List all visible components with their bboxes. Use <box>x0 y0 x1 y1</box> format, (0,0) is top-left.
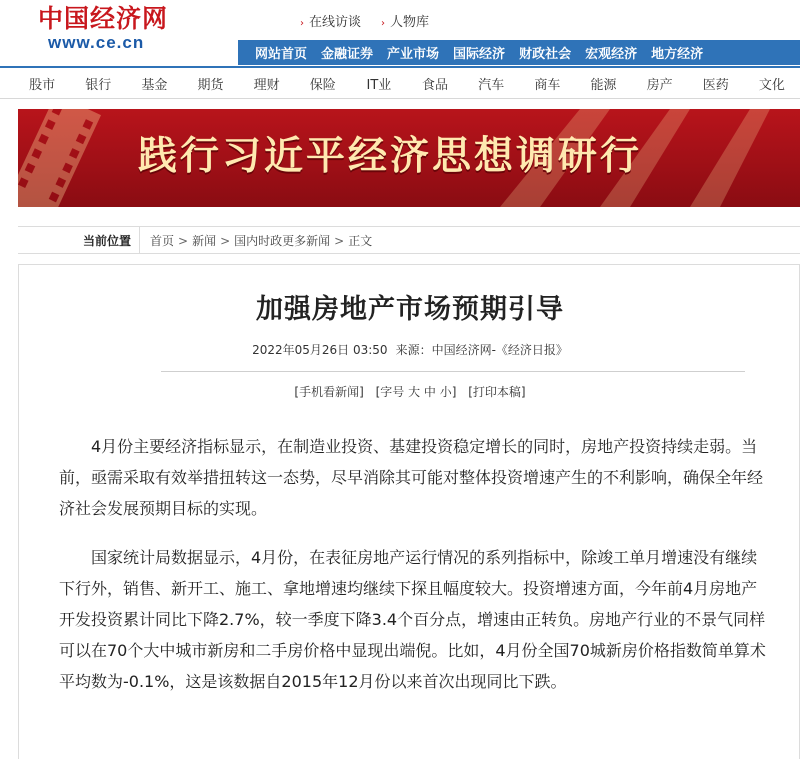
sub-nav-item[interactable]: 能源 <box>590 77 617 93</box>
article-source[interactable]: 来源：中国经济网-《经济日报》 <box>395 343 568 357</box>
top-link-interview[interactable]: › 在线访谈 <box>300 15 362 30</box>
sub-nav-item[interactable]: 期货 <box>197 77 224 93</box>
breadcrumb <box>18 226 800 254</box>
breadcrumb-domestic-news[interactable]: 国内时政更多新闻 <box>234 233 331 248</box>
sub-nav-item[interactable]: 基金 <box>141 77 168 93</box>
article <box>18 264 800 759</box>
sub-nav-item[interactable]: 股市 <box>29 77 56 93</box>
banner-title: 践行习近平经济思想调研行 <box>138 133 643 179</box>
feature-banner[interactable] <box>18 109 800 207</box>
article-title: 加强房地产市场预期引导 <box>256 294 564 325</box>
sub-nav-item[interactable]: 文化 <box>758 77 785 93</box>
channel-industry[interactable]: 产业市场 <box>387 47 440 62</box>
top-links <box>300 11 429 30</box>
breadcrumb-separator: > <box>220 233 231 248</box>
breadcrumb-home[interactable]: 首页 <box>150 233 175 248</box>
channel-local[interactable]: 地方经济 <box>651 47 704 62</box>
font-size-control[interactable]: [字号 大 中 小] <box>375 385 457 399</box>
sub-nav-item[interactable]: 医药 <box>702 77 729 93</box>
article-body <box>59 431 769 715</box>
channel-finance[interactable]: 金融证券 <box>321 47 374 62</box>
breadcrumb-label: 当前位置 <box>18 227 140 253</box>
breadcrumb-separator: > <box>178 233 189 248</box>
print-link[interactable]: [打印本稿] <box>468 385 526 399</box>
article-paragraph: 国家统计局数据显示，4月份，在表征房地产运行情况的系列指标中，除竣工单月增速没有继续下行外，销售、新开工、施工、拿地增速均继续下探且幅度较大。投资增速方面，今年前4月房地产开发投资累计同比下降2.7%，较一季度下降3.4个百分点，增速由正转负。房地产行业的不景气同样可以在70个大中城市新房和二手房价格中显现出端倪。比如，4月份全国70城新房价格指数简单算术平均数为-0.1%，这是该数据自2015年12月份以来首次出现同比下跌。 <box>59 548 766 691</box>
article-date: 2022年05月26日 03:50 <box>252 343 388 357</box>
article-paragraph: 4月份主要经济指标显示，在制造业投资、基建投资稳定增长的同时，房地产投资持续走弱。当前，亟需采取有效举措扭转这一态势，尽早消除其可能对整体投资增速产生的不利影响，确保全年经济社会发展预期目标的实现。 <box>59 437 764 518</box>
sub-nav-item[interactable]: IT业 <box>366 77 392 93</box>
sub-nav-item[interactable]: 汽车 <box>478 77 505 93</box>
site-logo[interactable]: 中国经济网 <box>38 4 169 33</box>
top-link-people[interactable]: › 人物库 <box>381 15 430 30</box>
channel-macro[interactable]: 宏观经济 <box>585 47 638 62</box>
sub-nav-item[interactable]: 食品 <box>422 77 449 93</box>
sub-nav-item[interactable]: 房产 <box>646 77 673 93</box>
channel-home[interactable]: 网站首页 <box>255 47 308 62</box>
channel-fiscal[interactable]: 财政社会 <box>519 47 572 62</box>
channel-international[interactable]: 国际经济 <box>453 47 506 62</box>
sub-nav <box>0 66 800 99</box>
sub-nav-item[interactable]: 保险 <box>309 77 336 93</box>
sub-nav-item[interactable]: 商车 <box>534 77 561 93</box>
breadcrumb-current: 正文 <box>348 233 373 248</box>
arrow-icon: › <box>300 18 304 29</box>
divider <box>161 371 745 372</box>
breadcrumb-path <box>140 232 372 249</box>
sub-nav-item[interactable]: 银行 <box>85 77 112 93</box>
breadcrumb-separator: > <box>334 233 345 248</box>
article-tools <box>19 383 800 400</box>
article-meta <box>19 341 800 358</box>
site-logo-url[interactable]: www.ce.cn <box>48 33 145 52</box>
arrow-icon: › <box>381 18 386 29</box>
channel-nav <box>238 40 800 65</box>
film-strip-decoration <box>18 109 158 207</box>
mobile-view-link[interactable]: [手机看新闻] <box>294 385 364 399</box>
sub-nav-item[interactable]: 理财 <box>253 77 280 93</box>
breadcrumb-news[interactable]: 新闻 <box>192 233 217 248</box>
